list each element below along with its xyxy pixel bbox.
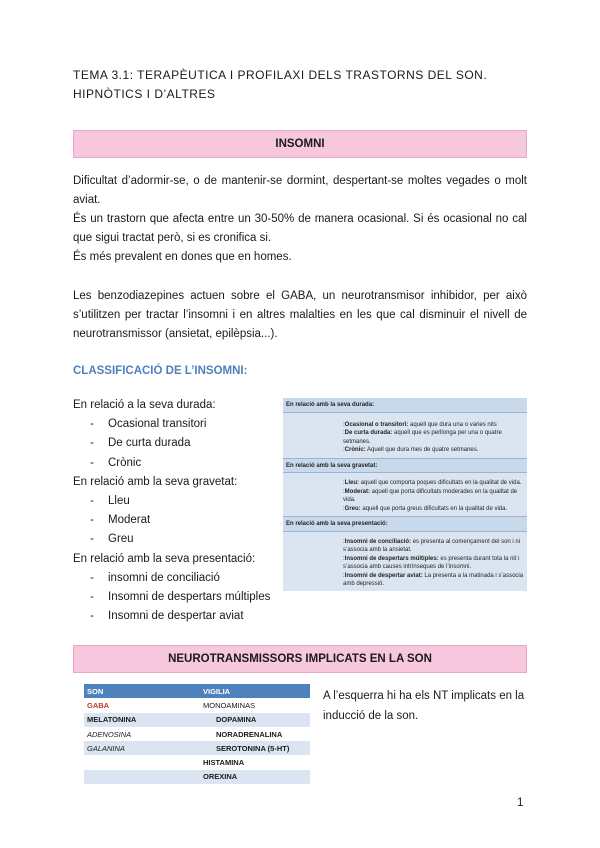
list-item: - Greu [73,530,270,549]
table-cell: SEROTONINA (5-HT) [200,741,310,755]
list-item: - De curta durada [73,434,270,453]
list-item: - Crònic [73,454,270,473]
table-cell [84,770,200,784]
table-cell [84,755,200,769]
summary-section-body [283,532,527,592]
document-title: TEMA 3.1: TERAPÈUTICA I PROFILAXI DELS TRASTORNS DEL SON. HIPNÒTICS I D’ALTRES [73,68,488,101]
list-item: - Insomni de despertar aviat [73,607,270,626]
summary-section-body [283,413,527,459]
summary-row: :De curta durada: aquell que es perllonga per una o quatre setmanes. [343,430,502,445]
group-label: En relació amb la seva gravetat: [73,475,238,488]
summary-section-header: En relació amb la seva gravetat: [283,459,527,474]
summary-row: :Lleu: aquell que comporta poques dificultats en la qualitat de vida. [343,480,522,486]
table-cell: GALANINA [84,741,200,755]
classification-heading: CLASSIFICACIÓ DE L’INSOMNI: [73,365,248,377]
insomni-definition [73,172,527,267]
summary-section-body [283,473,527,517]
table-cell: DOPAMINA [200,713,310,727]
summary-row: :Insomni de conciliació: es presenta al començament del son i ni s’associa amb la ansietat. [343,538,521,553]
paragraph: És un trastorn que afecta entre un 30-50% de manera ocasional. Si és ocasional no cal que sigui tractat però, si es cronifica si. [73,213,527,244]
list-item: - Lleu [73,492,270,511]
group-label: En relació amb la seva presentació: [73,552,256,565]
table-row [84,727,310,741]
page-number: 1 [517,797,524,809]
summary-row: :Crònic: Aquell que dura mes de quatre setmanes. [343,447,479,453]
summary-row: :Insomni de despertars múltiples: es presenta durant tota la nit i s’associa amb causes intrínseques de l’insomni. [343,555,520,570]
summary-row: :Moderat: aquell que porta dificultats moderades en la qualitat de vida. [343,488,518,503]
nt-explanation: A l’esquerra hi ha els NT implicats en la inducció de la son. [323,690,525,722]
summary-row: :Ocasional o transitori: aquell que dura una o varies nits [343,421,497,428]
table-row [84,784,310,798]
table-cell: HISTAMINA [200,755,310,769]
header-son: SON [84,684,200,698]
paragraph: És més prevalent en dones que en homes. [73,251,292,263]
section-heading-insomni: INSOMNI [73,130,527,158]
paragraph: Dificultat d’adormir-se, o de mantenir-se dormint, despertant-se moltes vegades o molt aviat. [73,175,527,206]
summary-section-header: En relació amb la seva durada: [283,398,527,413]
table-cell: OREXINA [200,770,310,784]
table-cell: MONOAMINAS [200,698,310,712]
table-cell: GABA [84,698,200,712]
table-row [84,713,310,727]
table-cell: NORADRENALINA [200,727,310,741]
group-label: En relació a la seva durada: [73,399,216,411]
classification-list [73,396,270,626]
classification-summary-table [283,398,527,591]
summary-section-header: En relació amb la seva presentació: [283,517,527,532]
table-header-row [84,684,310,698]
summary-row: :Insomni de despertar aviat: La presenta a la matinada i s’associa amb depressió. [343,572,524,587]
table-cell [200,784,310,798]
table-row [84,755,310,769]
table-cell: ADENOSINA [84,727,200,741]
list-item: - Ocasional transitori [73,415,270,434]
list-item: - Insomni de despertars múltiples [73,588,270,607]
list-item: - insomni de conciliació [73,569,270,588]
table-row [84,741,310,755]
list-item: - Moderat [73,511,270,530]
neurotransmitter-table [84,684,310,798]
summary-row: :Greu: aquell que porta greus dificultats en la qualitat de vida. [343,505,508,512]
section-heading-neurotransmissors: NEUROTRANSMISSORS IMPLICATS EN LA SON [73,645,527,673]
table-row [84,770,310,784]
table-row [84,698,310,712]
table-cell: MELATONINA [84,713,200,727]
header-vigilia: VIGILIA [200,684,310,698]
table-cell [84,784,200,798]
benzodiazepines-paragraph: Les benzodiazepines actuen sobre el GABA, un neurotransmisor inhibidor, per això s’utilitzen per tractar l’insomni i en altres malalties en les que cal disminuir el nivell de neurotransmissor (ansietat, epilèpsia...). [73,290,527,340]
